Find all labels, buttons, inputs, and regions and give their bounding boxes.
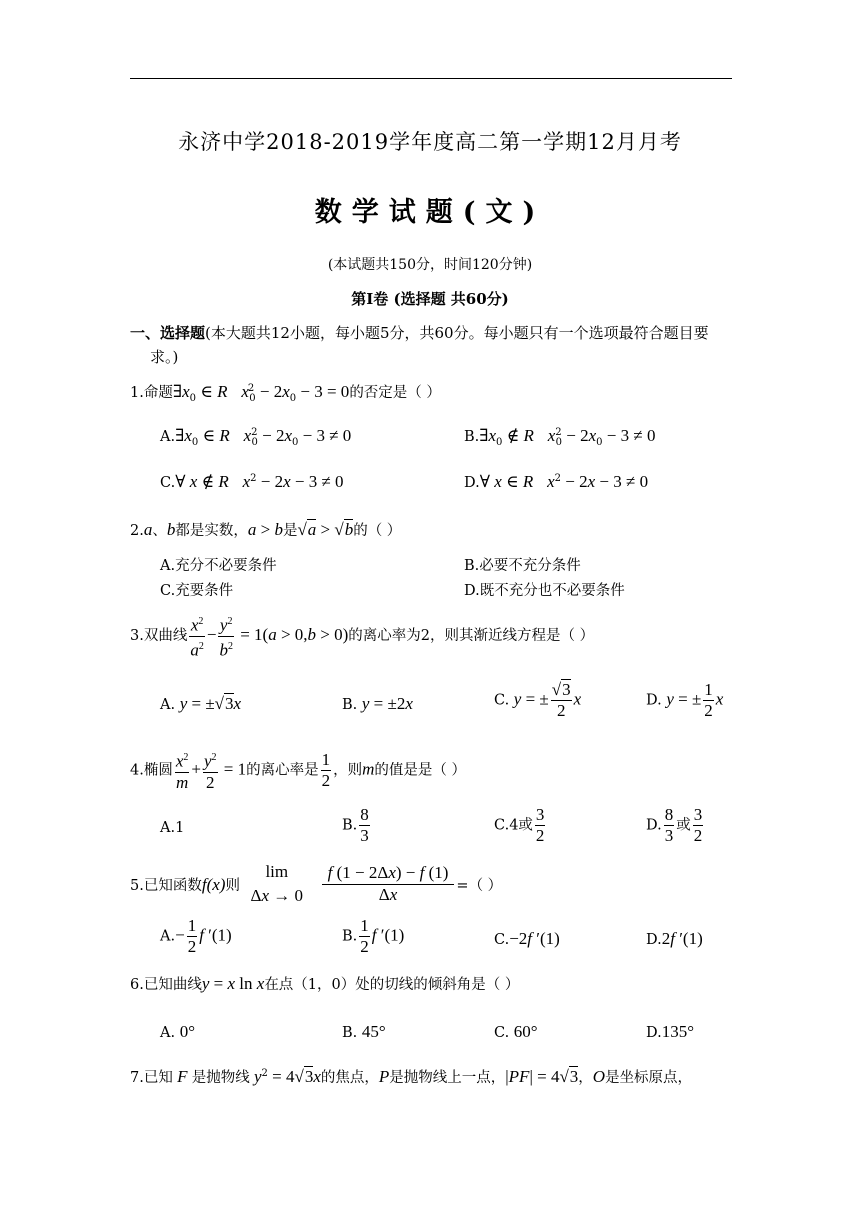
option-5c: C.−2f ′(1) <box>494 929 560 948</box>
option-angle: 0° <box>179 1022 196 1041</box>
school-title: 永济中学2018-2019学年度高二第一学期12月月考 <box>178 130 682 154</box>
option-label: C. <box>160 475 176 491</box>
question-stem-suffix: 的值是是（ ） <box>374 762 467 779</box>
option-label: B. <box>342 697 358 713</box>
question-1: 1.命题$\exists x_0$ ∈ R $x^2_0 - 2x_0 - 3 = 0$的否定是（ ） <box>130 382 441 404</box>
option-label: D. <box>464 583 480 599</box>
option-angle: 135° <box>661 1022 695 1041</box>
option-1b: $B.\exists x_0$ ∉ R $x^2_0 - 2x_0 - 3 \ne 0$ <box>464 426 656 448</box>
option-label: C. <box>494 932 510 948</box>
option-label: C. <box>160 583 176 599</box>
subject-title: 数学试题(文) <box>314 197 546 228</box>
question-3: 3.双曲线 $\frac{x^2}{a^2}$ − $\frac{y^2}{b^2}$ = 1(a > 0,b > 0)的离心率为2，则其渐近线方程是（ ） <box>130 612 594 660</box>
option-2a <box>160 554 277 575</box>
option-label: D. <box>646 1025 662 1041</box>
option-label: C. <box>494 692 510 709</box>
question-stem-prefix: 6.已知曲线 <box>130 977 202 993</box>
option-text: 充要条件 <box>175 583 234 599</box>
option-label: B. <box>464 558 480 574</box>
exam-note: (本试题共150分，时间120分钟) <box>327 257 533 273</box>
question-stem-mid: 的离心率是 <box>246 762 319 779</box>
question-4: 4.椭圆 $\frac{x^2}{m}$ + $\frac{y^2}{2}$ = 1的离心率是 $\frac{1}{2}$ ，则m的值是是（ ） <box>130 749 467 792</box>
option-label: B. <box>342 928 358 945</box>
option-label: A. <box>160 928 176 945</box>
option-label: B. <box>342 817 358 834</box>
option-4c: C.4或 $\frac{3}{2}$ <box>494 805 545 845</box>
question-stem-prefix: 7.已知 <box>130 1070 173 1086</box>
question-variable: m <box>362 759 375 779</box>
question-stem-prefix: 3.双曲线 <box>130 628 188 645</box>
option-4d: D. $\frac{8}{3}$ 或 $\frac{3}{2}$ <box>646 805 703 845</box>
volume-title: 第Ⅰ卷 (选择题 共60分) <box>351 290 509 308</box>
option-text: 4或 <box>509 817 533 834</box>
option-6b <box>342 1022 386 1042</box>
option-text: 充分不必要条件 <box>175 558 277 574</box>
option-angle: 60° <box>513 1022 538 1041</box>
option-label: B. <box>342 1025 358 1041</box>
option-5a: A.− $\frac{1}{2}$ f ′(1) <box>160 916 232 956</box>
option-text: 1 <box>175 820 185 836</box>
option-label: C. <box>494 817 510 834</box>
option-label: B. <box>464 429 480 445</box>
option-label: A. <box>160 558 176 574</box>
option-label: D. <box>646 932 662 948</box>
option-6a <box>160 1022 195 1042</box>
option-1d: D.∀ x ∈ R $x^2 - 2x - 3 \ne 0$ <box>464 472 649 491</box>
option-2b <box>464 554 581 575</box>
option-label: A. <box>160 429 176 445</box>
option-label: A. <box>160 1025 176 1041</box>
option-angle: 45° <box>361 1022 386 1041</box>
option-2c <box>160 579 233 600</box>
option-1c: C.∀ x ∉ R $x^2 - 2x - 3 \ne 0$ <box>160 472 344 491</box>
option-4b: B. $\frac{8}{3}$ <box>342 805 369 845</box>
option-3a: A. y = ±√3x <box>160 694 242 713</box>
option-1a: $A.\exists x_0$ ∈ R $x^2_0 - 2x_0 - 3 \ne 0$ <box>160 426 352 448</box>
option-5d: D.2f ′(1) <box>646 929 703 948</box>
option-label: D. <box>646 692 662 709</box>
question-6: 6.已知曲线y = x ln x在点（1，0）处的切线的倾斜角是（ ） <box>130 974 520 993</box>
question-stem-prefix: 5.已知函数 <box>130 878 202 894</box>
question-stem-mid2: ，则 <box>333 762 363 779</box>
question-stem-prefix: 4.椭圆 <box>130 762 173 779</box>
option-label: A. <box>160 697 176 713</box>
option-2d <box>464 579 625 600</box>
option-4a <box>160 820 184 836</box>
question-stem-suffix: =（ ） <box>456 878 503 894</box>
option-label: D. <box>464 475 480 491</box>
question-stem-prefix: 1.命题 <box>130 385 173 401</box>
question-stem-suffix: 在点（1，0）处的切线的倾斜角是（ ） <box>264 977 520 993</box>
question-function: f(x) <box>201 875 226 894</box>
option-text: 必要不充分条件 <box>479 558 581 574</box>
option-6c <box>494 1022 538 1042</box>
question-stem-prefix: 2. <box>130 523 144 539</box>
option-6d <box>646 1022 694 1042</box>
question-2: 2.a、b都是实数，a > b是√a > √b的（ ） <box>130 520 402 539</box>
question-stem-suffix: 的（ ） <box>353 523 402 539</box>
option-5b: B. $\frac{1}{2}$ f ′(1) <box>342 916 405 956</box>
option-text: 既不充分也不必要条件 <box>479 583 625 599</box>
section-instructions-cont: 求。) <box>150 348 179 366</box>
question-stem-suffix: 的否定是（ ） <box>349 385 441 401</box>
section-instructions: (本大题共12小题，每小题5分，共60分。每小题只有一个选项最符合题目要 <box>205 324 709 342</box>
question-5: 5.已知函数f(x)则 lim Δx → 0 $\frac{f (1 - 2\Delta x) - f (1)}{\Delta x}$ =（ ） <box>130 862 503 905</box>
option-label: A. <box>160 820 176 836</box>
section-heading: 一、选择题 <box>130 324 206 342</box>
question-7: 7.已知 F 是抛物线 $y^2 = 4√3x$的焦点，P是抛物线上一点，|PF| = 4√3，O是坐标原点， <box>130 1067 693 1086</box>
option-3c: C. y = ± $\frac{√3}{2}$ x <box>494 680 582 720</box>
option-3d: D. y = ± $\frac{1}{2}$ x <box>646 680 724 720</box>
option-3b: B. y = ±2x <box>342 694 413 713</box>
question-stem-suffix: 的离心率为2，则其渐近线方程是（ ） <box>348 628 595 645</box>
section-heading-line <box>130 321 709 345</box>
option-label: C. <box>494 1025 510 1041</box>
question-stem-mid: 则 <box>225 878 240 894</box>
header-rule <box>130 78 732 79</box>
option-label: D. <box>646 817 662 834</box>
